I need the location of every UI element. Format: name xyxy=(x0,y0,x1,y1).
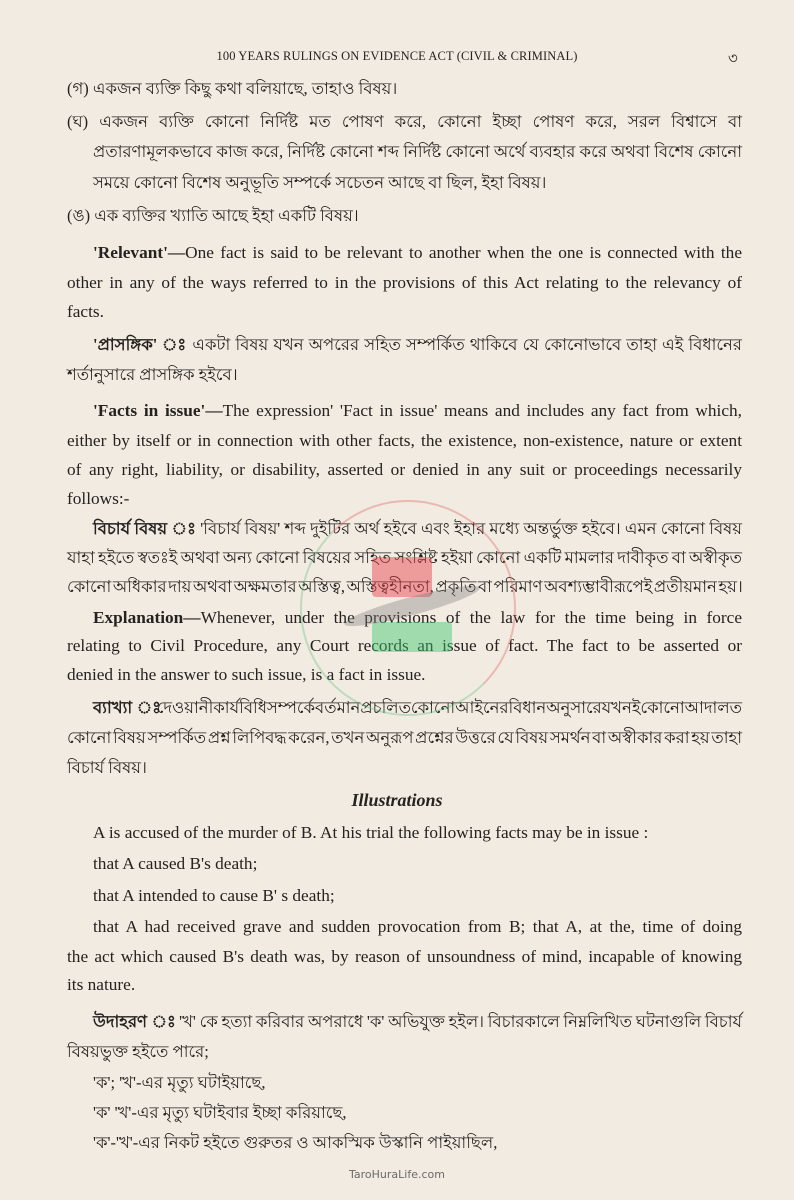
running-header: 100 YEARS RULINGS ON EVIDENCE ACT (CIVIL & CRIMINAL) xyxy=(216,49,578,63)
text-line xyxy=(93,518,742,540)
defined-term: Explanation— xyxy=(93,608,201,627)
text-line xyxy=(67,430,742,452)
line-text: that A caused B's death; xyxy=(93,854,258,873)
line-text: প্রতারণামূলকভাবে কাজ করে, নির্দিষ্ট কোনো শব্দ নির্দিষ্ট কোনো অর্থে ব্যবহার করে অথবা বিশেষ কোনো xyxy=(93,142,742,161)
line-text: দেওয়ানী কার্যবিধি সম্পর্কে বর্তমান প্রচলিত কোনো আইনের বিধান অনুসারে যখনই কোনো আদালত xyxy=(156,698,742,717)
text-line xyxy=(67,547,742,569)
defined-term: 'Relevant'— xyxy=(93,243,186,262)
line-text: denied in the answer to such issue, is a fact in issue. xyxy=(67,665,426,684)
line-text: বিষয়ভুক্ত হইতে পারে; xyxy=(67,1042,209,1061)
line-text: 'ক'; 'খ'-এর মৃত্যু ঘটাইয়াছে, xyxy=(93,1073,266,1092)
text-line xyxy=(67,1041,742,1063)
line-text: একটা বিষয় যখন অপরের সহিত সম্পর্কিত থাকিবে যে কোনোভাবে তাহা এই বিধানের xyxy=(187,335,742,354)
line-text: কোনো অধিকার দায় অথবা অক্ষমতার অস্তিত্ব, অস্তিত্বহীনতা, প্রকৃতি বা পরিমাণ অবশ্যম্ভাবীরূপেই প্রতীয়মান হয়। xyxy=(67,577,743,596)
text-line xyxy=(67,974,742,996)
line-text: 'ক'-'খ'-এর নিকট হইতে গুরুতর ও আকস্মিক উস্কানি পাইয়াছিল, xyxy=(93,1133,498,1152)
text-line xyxy=(93,1102,742,1124)
text-line xyxy=(93,885,742,907)
text-line xyxy=(67,757,742,779)
line-text: the act which caused B's death was, by reason of unsoundness of mind, incapable of knowing xyxy=(67,947,742,966)
line-text: 'খ' কে হত্যা করিবার অপরাধে 'ক' অভিযুক্ত হইল। বিচারকালে নিম্নলিখিত ঘটনাগুলি বিচার্য xyxy=(175,1012,742,1031)
text-line xyxy=(93,916,742,938)
defined-term: 'প্রাসঙ্গিক' ঃ xyxy=(93,335,188,354)
line-text: 'ক' 'খ'-এর মৃত্যু ঘটাইবার ইচ্ছা করিয়াছে, xyxy=(93,1103,347,1122)
line-text: যাহা হইতে স্বতঃই অথবা অন্য কোনো বিষয়ের সহিত সংশ্লিষ্ট হইয়া কোনো একটি মামলার দাবীকৃত বা অস্বীকৃত xyxy=(67,548,742,567)
text-line xyxy=(93,1072,742,1094)
text-line xyxy=(67,364,742,386)
text-line xyxy=(67,727,742,749)
text-line xyxy=(67,301,742,323)
line-text: (গ) একজন ব্যক্তি কিছু কথা বলিয়াছে, তাহাও বিষয়। xyxy=(67,79,398,98)
defined-term: ব্যাখ্যা ঃ xyxy=(93,698,157,717)
text-line xyxy=(67,272,742,294)
line-text: বিচার্য বিষয়। xyxy=(67,758,147,777)
illustrations-heading: Illustrations xyxy=(351,790,443,810)
line-text: 'বিচার্য বিষয়' শব্দ দুইটির অর্থ হইবে এবং ইহার মধ্যে অন্তর্ভুক্ত হইবে। এমন কোনো বিষয় xyxy=(196,519,742,538)
line-text: (ঙ) এক ব্যক্তির খ্যাতি আছে ইহা একটি বিষয়। xyxy=(67,206,359,225)
text-line xyxy=(93,334,742,356)
text-line xyxy=(93,607,742,629)
text-line xyxy=(67,946,742,968)
line-text: either by itself or in connection with other facts, the existence, non-existence, nature or extent xyxy=(67,431,742,450)
text-line xyxy=(93,822,742,844)
text-line xyxy=(67,459,742,481)
text-line xyxy=(67,488,742,510)
text-line xyxy=(93,172,742,194)
watermark-text: TaroHuraLife.com xyxy=(349,1168,445,1181)
line-text: সময়ে কোনো বিশেষ অনুভূতি সম্পর্কে সচেতন আছে বা ছিল, ইহা বিষয়। xyxy=(93,173,547,192)
text-line xyxy=(67,635,742,657)
text-line xyxy=(67,576,742,598)
line-text: Whenever, under the provisions of the law for the time being in force xyxy=(200,608,742,627)
line-text: One fact is said to be relevant to another when the one is connected with the xyxy=(185,243,742,262)
text-line xyxy=(93,1011,742,1033)
line-text: relating to Civil Procedure, any Court records an issue of fact. The fact to be asserted or xyxy=(67,636,742,655)
line-text: that A intended to cause B' s death; xyxy=(93,886,335,905)
text-line xyxy=(67,664,742,686)
line-text: other in any of the ways referred to in the provisions of this Act relating to the relevancy of xyxy=(67,273,742,292)
text-line xyxy=(93,141,742,163)
line-text: A is accused of the murder of B. At his trial the following facts may be in issue : xyxy=(93,823,649,842)
line-text: that A had received grave and sudden provocation from B; that A, at the, time of doing xyxy=(93,917,742,936)
line-text: its nature. xyxy=(67,975,136,994)
line-text: কোনো বিষয় সম্পর্কিত প্রশ্ন লিপিবদ্ধ করেন, তখন অনুরূপ প্রশ্নের উত্তরে যে বিষয় সমর্থন বা অস্বীকার করা হয় তাহা xyxy=(67,728,742,747)
line-text: of any right, liability, or disability, asserted or denied in any suit or proceedings necessarily xyxy=(67,460,742,479)
defined-term: উদাহরণ ঃ xyxy=(93,1012,176,1031)
text-line xyxy=(67,111,742,133)
text-line xyxy=(67,78,742,100)
text-line xyxy=(93,242,742,264)
line-text: শর্তানুসারে প্রাসঙ্গিক হইবে। xyxy=(67,365,238,384)
line-text: (ঘ) একজন ব্যক্তি কোনো নির্দিষ্ট মত পোষণ করে, কোনো ইচ্ছা পোষণ করে, সরল বিশ্বাসে বা xyxy=(67,112,742,131)
text-line xyxy=(93,697,742,719)
line-text: facts. xyxy=(67,302,104,321)
page-number: ৩ xyxy=(728,51,738,67)
text-line xyxy=(93,400,742,422)
defined-term: বিচার্য বিষয় ঃ xyxy=(93,519,197,538)
line-text: follows:- xyxy=(67,489,130,508)
line-text: The expression' 'Fact in issue' means and includes any fact from which, xyxy=(222,401,742,420)
text-line xyxy=(67,205,742,227)
text-line xyxy=(93,1132,742,1154)
defined-term: 'Facts in issue'— xyxy=(93,401,223,420)
text-line xyxy=(93,853,742,875)
